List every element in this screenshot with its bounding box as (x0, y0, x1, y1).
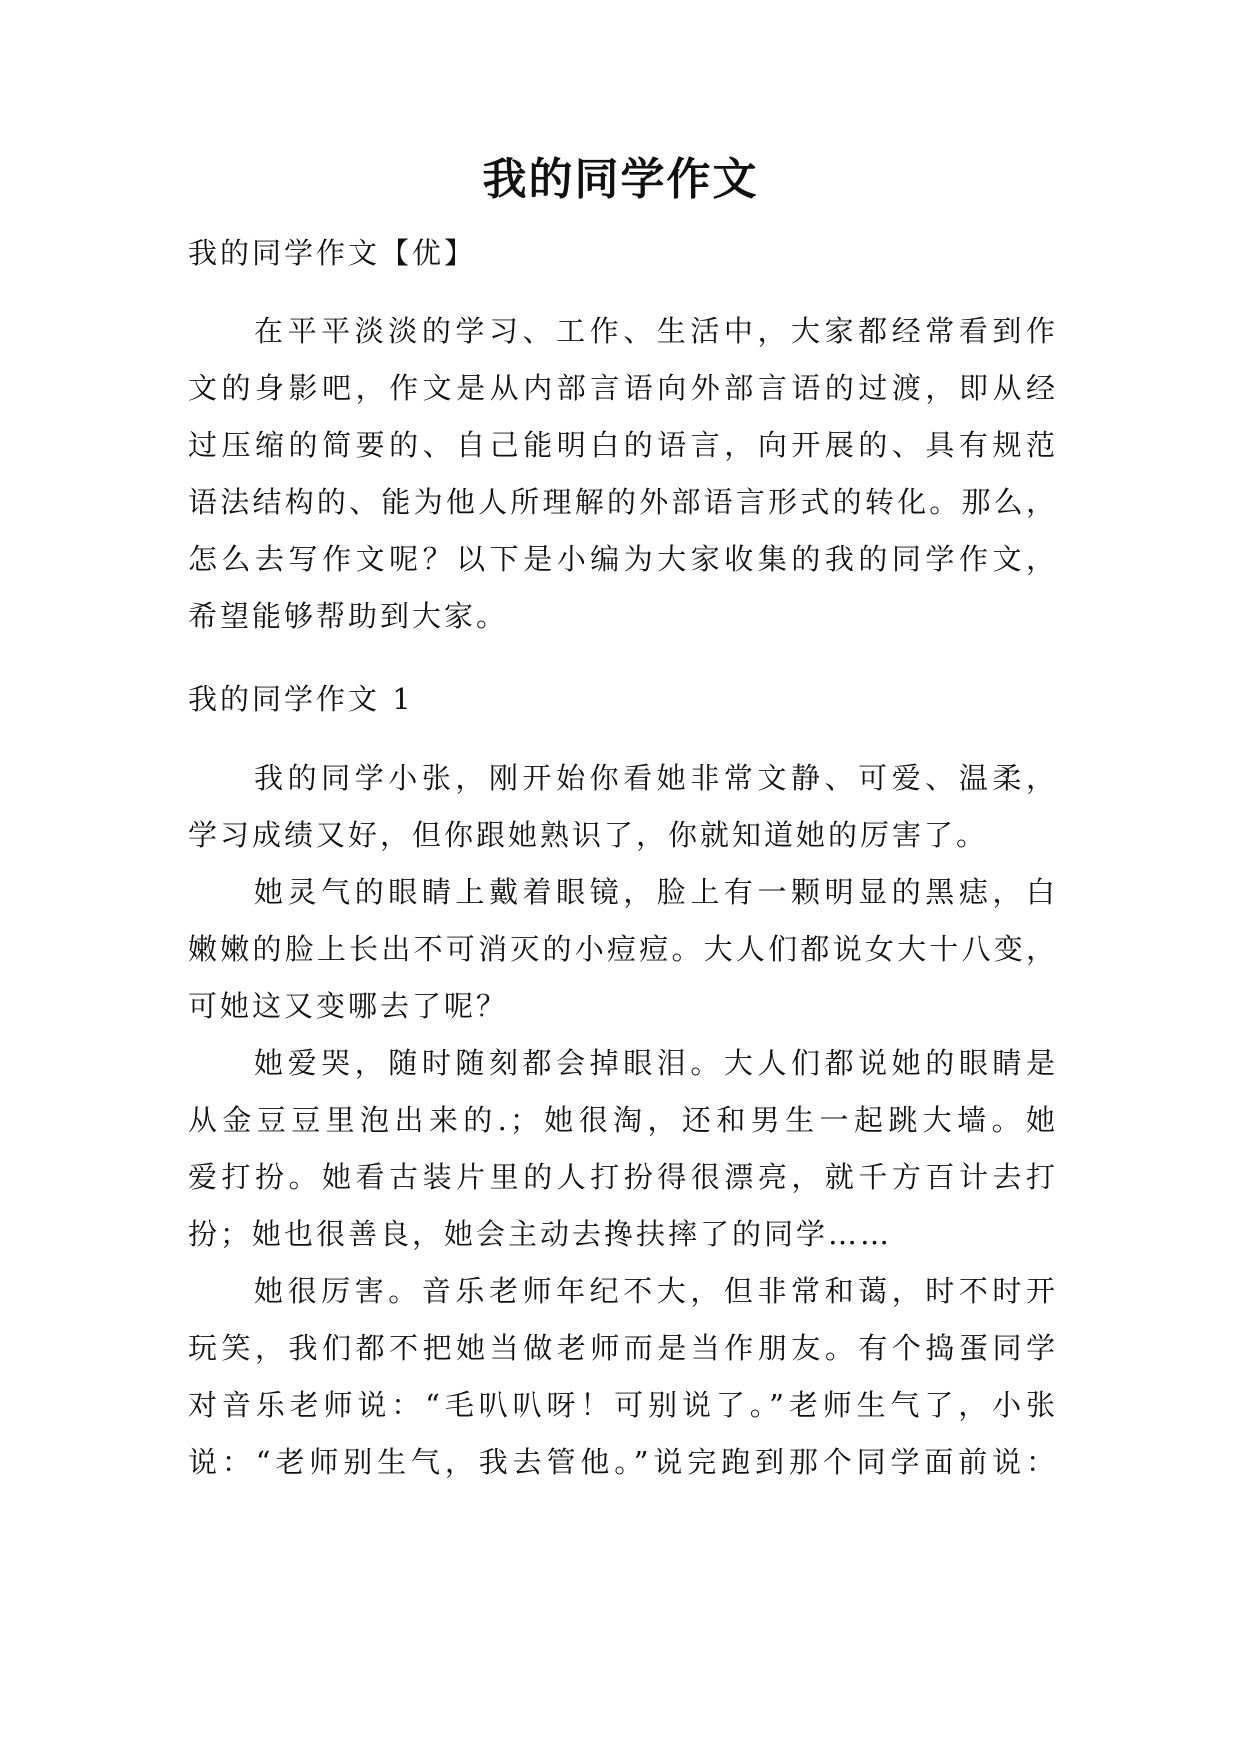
paragraph-line: 在平平淡淡的学习、工作、生活中，大家都经常看到作 (254, 314, 1058, 348)
paragraph-line: 文的身影吧，作文是从内部言语向外部言语的过渡，即从经 (188, 371, 1058, 405)
paragraph-line: 希望能够帮助到大家。 (188, 599, 509, 633)
paragraph-line: 学习成绩又好，但你跟她熟识了，你就知道她的厉害了。 (188, 818, 989, 852)
paragraph-line: 扮；她也很善良，她会主动去搀扶摔了的同学…… (188, 1217, 893, 1251)
paragraph-line: 她灵气的眼睛上戴着眼镜，脸上有一颗明显的黑痣，白 (254, 875, 1058, 909)
essay1-paragraph-2 (188, 864, 1058, 1035)
essay1-heading: 我的同学作文 1 (188, 682, 414, 716)
document-title: 我的同学作文 (482, 154, 759, 205)
paragraph-line: 怎么去写作文呢？以下是小编为大家收集的我的同学作文， (188, 542, 1058, 576)
paragraph-line: 爱打扮。她看古装片里的人打扮得很漂亮，就千方百计去打 (188, 1160, 1058, 1194)
paragraph-line: 语法结构的、能为他人所理解的外部语言形式的转化。那么， (188, 485, 1058, 519)
paragraph-line: 她爱哭，随时随刻都会掉眼泪。大人们都说她的眼睛是 (254, 1046, 1058, 1080)
paragraph-line: 对音乐老师说：“毛叭叭呀！可别说了。”老师生气了，小张 (188, 1388, 1058, 1422)
essay1-paragraph-4 (188, 1263, 1058, 1491)
paragraph-line: 可她这又变哪去了呢？ (188, 989, 509, 1023)
essay1-paragraph-3 (188, 1035, 1058, 1263)
intro-paragraph (188, 303, 1058, 645)
paragraph-line: 嫩嫩的脸上长出不可消灭的小痘痘。大人们都说女大十八变， (188, 932, 1058, 966)
paragraph-line: 说：“老师别生气，我去管他。”说完跑到那个同学面前说： (188, 1445, 1058, 1479)
paragraph-line: 我的同学小张，刚开始你看她非常文静、可爱、温柔， (254, 761, 1058, 795)
essay1-paragraph-1 (188, 750, 1058, 864)
paragraph-line: 从金豆豆里泡出来的.；她很淘，还和男生一起跳大墙。她 (188, 1103, 1058, 1137)
paragraph-line: 玩笑，我们都不把她当做老师而是当作朋友。有个捣蛋同学 (188, 1331, 1058, 1365)
paragraph-line: 过压缩的简要的、自己能明白的语言，向开展的、具有规范 (188, 428, 1058, 462)
intro-heading: 我的同学作文【优】 (188, 236, 477, 270)
paragraph-line: 她很厉害。音乐老师年纪不大，但非常和蔼，时不时开 (254, 1274, 1058, 1308)
